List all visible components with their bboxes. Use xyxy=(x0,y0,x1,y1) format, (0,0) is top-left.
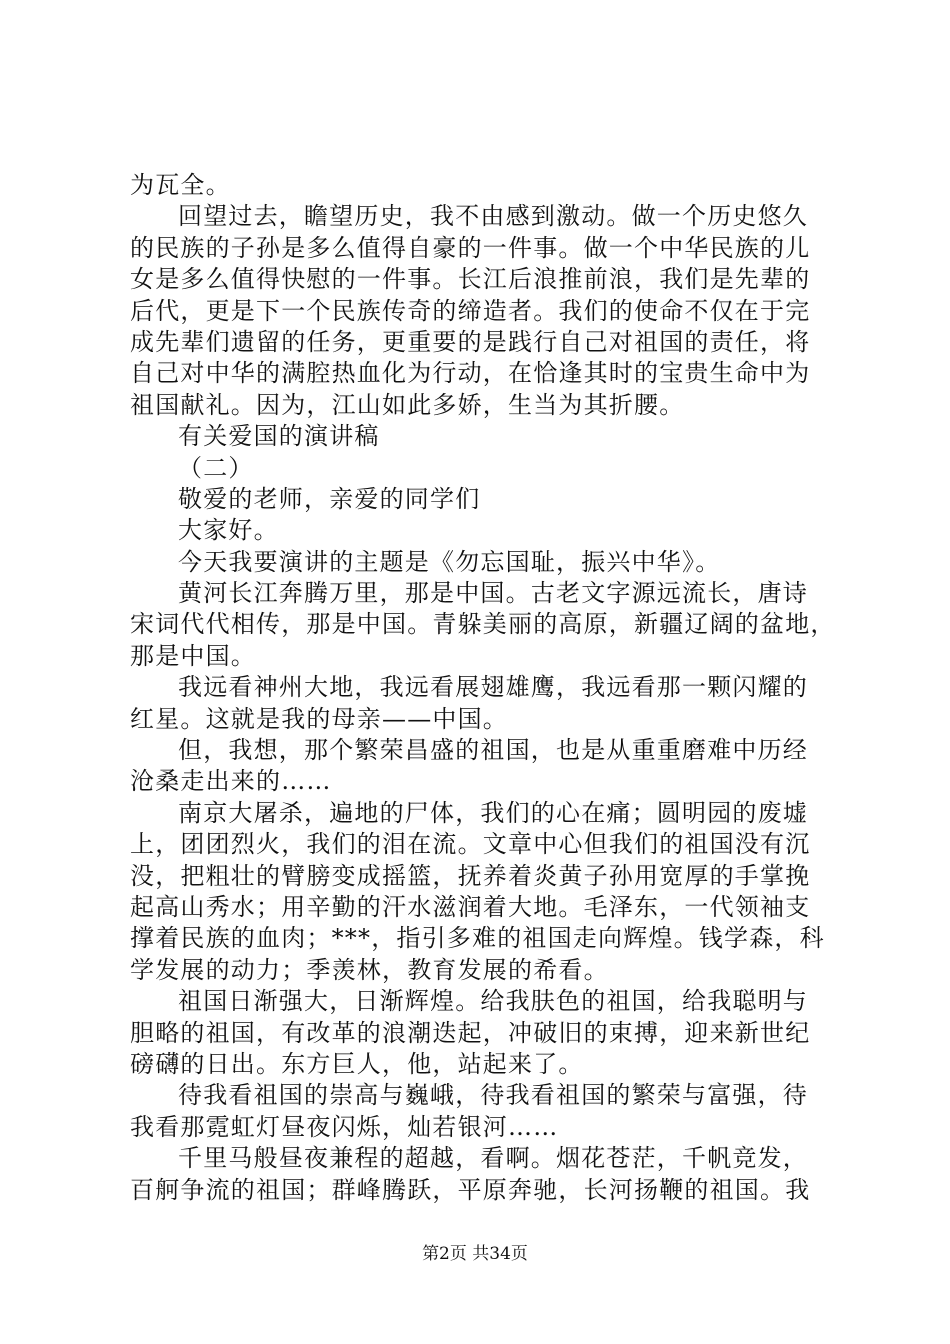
document-body xyxy=(130,170,836,1206)
text-line: 撑着民族的血肉；***，指引多难的祖国走向辉煌。钱学森，科 xyxy=(130,924,825,953)
text-line: 胆略的祖国，有改革的浪潮迭起，冲破旧的束搏，迎来新世纪 xyxy=(130,1018,811,1047)
text-line: 沧桑走出来的…… xyxy=(130,767,332,796)
page-number-footer: 第2页 共34页 xyxy=(422,1244,528,1264)
text-line: 我远看神州大地，我远看展翅雄鹰，我远看那一颗闪耀的 xyxy=(178,673,808,702)
text-line: 自己对中华的满腔热血化为行动，在恰逢其时的宝贵生命中为 xyxy=(130,359,811,388)
text-line: 南京大屠杀，遍地的尸体，我们的心在痛；圆明园的废墟 xyxy=(178,798,808,827)
text-line: 但，我想，那个繁荣昌盛的祖国，也是从重重磨难中历经 xyxy=(178,736,808,765)
text-line: 祖国日渐强大，日渐辉煌。给我肤色的祖国，给我聪明与 xyxy=(178,987,808,1016)
text-line: 祖国献礼。因为，江山如此多娇，生当为其折腰。 xyxy=(130,390,685,419)
text-line: 为瓦全。 xyxy=(130,171,231,199)
text-line: 我看那霓虹灯昼夜闪烁，灿若银河…… xyxy=(130,1112,559,1141)
text-line: 的民族的子孙是多么值得自豪的一件事。做一个中华民族的儿 xyxy=(130,233,811,262)
text-line: 宋词代代相传，那是中国。青躲美丽的高原，新疆辽阔的盆地， xyxy=(130,610,836,639)
text-line: 那是中国。 xyxy=(130,641,256,670)
text-line: 成先辈们遗留的任务，更重要的是践行自己对祖国的责任，将 xyxy=(130,327,811,356)
text-line: 上，团团烈火，我们的泪在流。文章中心但我们的祖国没有沉 xyxy=(130,830,811,859)
text-line: 没，把粗壮的臂膀变成摇篮，抚养着炎黄子孙用宽厚的手掌挽 xyxy=(130,861,811,890)
text-line: 学发展的动力；季羡林，教育发展的希看。 xyxy=(130,955,609,984)
text-line: 百舸争流的祖国；群峰腾跃，平原奔驰，长河扬鞭的祖国。我 xyxy=(130,1175,811,1204)
text-line: 起高山秀水；用辛勤的汗水滋润着大地。毛泽东，一代领袖支 xyxy=(130,892,811,921)
text-line: 千里马般昼夜兼程的超越，看啊。烟花苍茫，千帆竞发， xyxy=(178,1144,808,1173)
text-line: 红星。这就是我的母亲——中国。 xyxy=(130,704,508,733)
text-line: 回望过去，瞻望历史，我不由感到激动。做一个历史悠久 xyxy=(178,202,808,231)
text-line: 有关爱国的演讲稿 xyxy=(178,422,380,451)
text-line: 今天我要演讲的主题是《勿忘国耻，振兴中华》。 xyxy=(178,547,721,576)
text-line: （二） xyxy=(178,453,254,482)
text-line: 大家好。 xyxy=(178,516,279,545)
text-line: 敬爱的老师，亲爱的同学们 xyxy=(178,484,481,513)
text-line: 黄河长江奔腾万里，那是中国。古老文字源远流长，唐诗 xyxy=(178,579,808,608)
text-line: 待我看祖国的崇高与巍峨，待我看祖国的繁荣与富强，待 xyxy=(178,1081,808,1110)
text-line: 女是多么值得快慰的一件事。长江后浪推前浪，我们是先辈的 xyxy=(130,265,811,294)
text-line: 后代，更是下一个民族传奇的缔造者。我们的使命不仅在于完 xyxy=(130,296,811,325)
text-line: 磅礴的日出。东方巨人，他，站起来了。 xyxy=(130,1049,584,1078)
